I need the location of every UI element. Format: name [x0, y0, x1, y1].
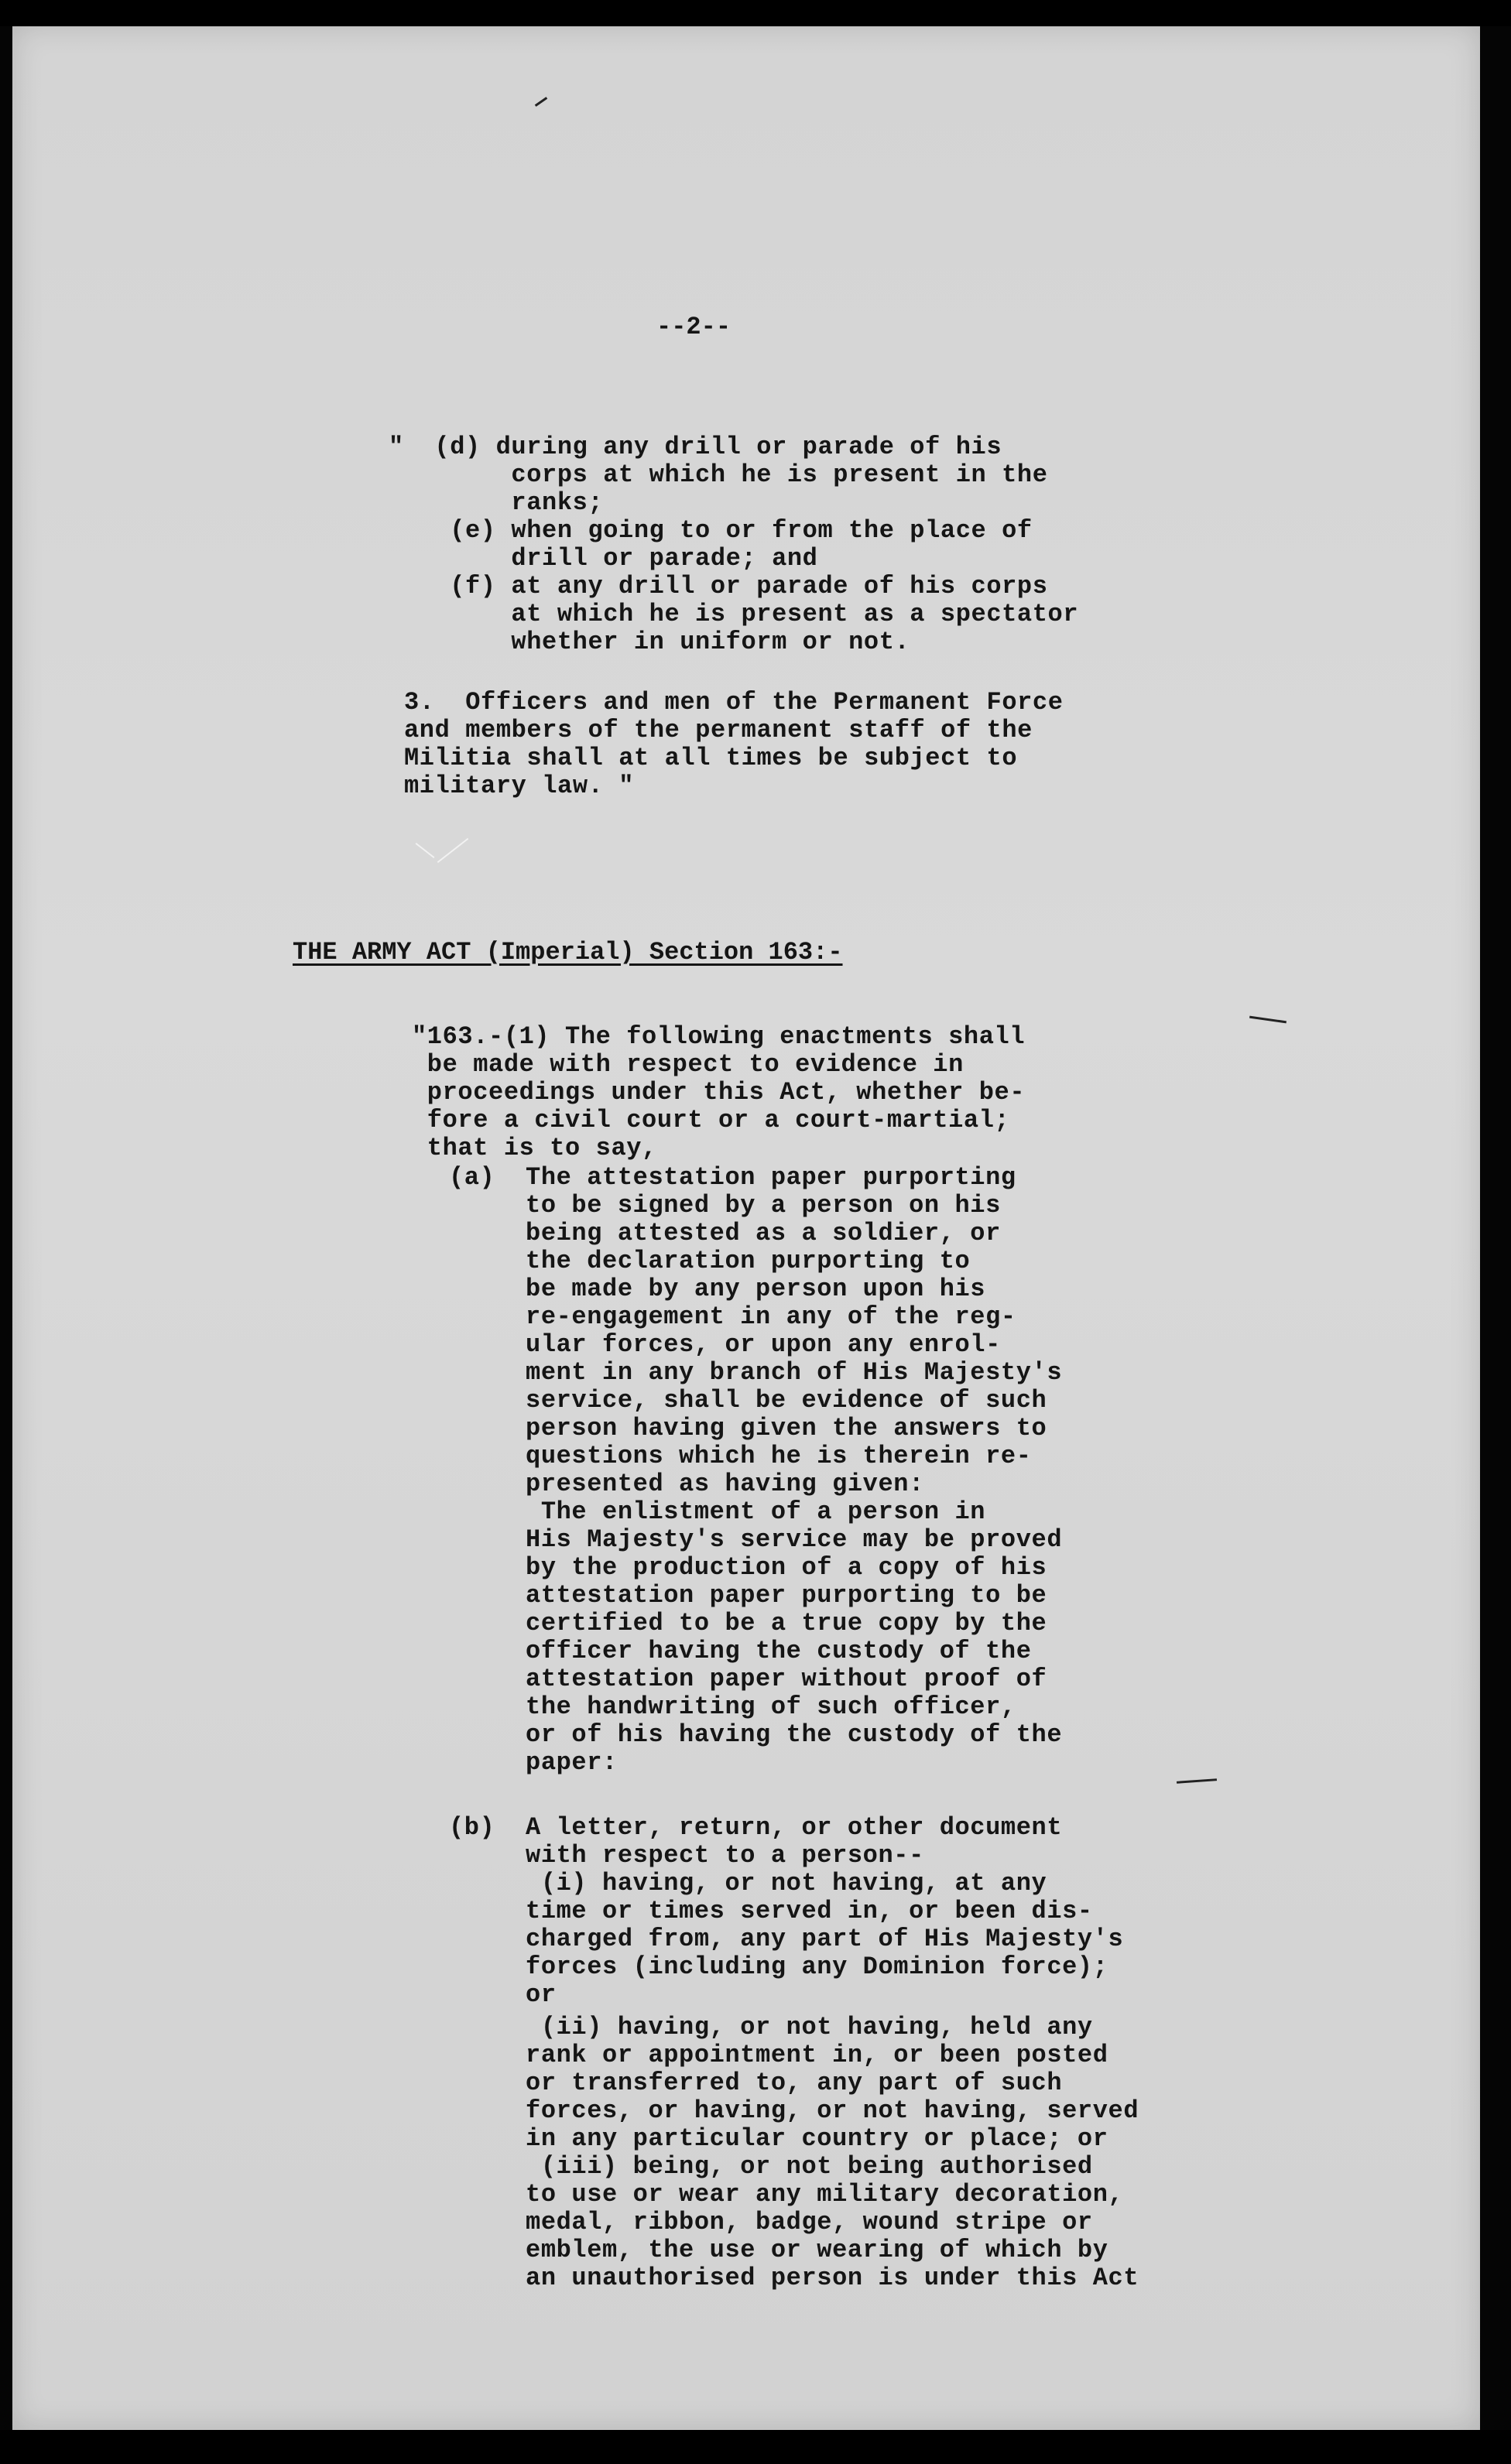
- text-line: fore a civil court or a court-martial;: [412, 1106, 1010, 1134]
- text-line: (i) having, or not having, at any: [449, 1869, 1047, 1898]
- text-line: or transferred to, any part of such: [449, 2069, 1063, 2097]
- text-line: The enlistment of a person in: [449, 1497, 986, 1526]
- text-line: paper:: [449, 1748, 618, 1777]
- text-line: (ii) having, or not having, held any: [449, 2013, 1093, 2041]
- text-line: 3. Officers and men of the Permanent Force: [404, 688, 1064, 717]
- bottom-scan-border: [0, 2430, 1511, 2464]
- text-line: corps at which he is present in the: [389, 460, 1048, 489]
- text-line: in any particular country or place; or: [449, 2124, 1108, 2153]
- text-line: the handwriting of such officer,: [449, 1692, 1016, 1721]
- text-line: forces (including any Dominion force);: [449, 1952, 1108, 1981]
- text-line: rank or appointment in, or been posted: [449, 2041, 1108, 2069]
- text-line: at which he is present as a spectator: [389, 600, 1079, 628]
- text-line: (f) at any drill or parade of his corps: [389, 572, 1048, 601]
- text-line: charged from, any part of His Majesty's: [449, 1925, 1124, 1953]
- text-line: proceedings under this Act, whether be-: [412, 1078, 1026, 1107]
- page-number: --2--: [656, 313, 732, 341]
- text-line: presented as having given:: [449, 1470, 924, 1498]
- text-line: " (d) during any drill or parade of his: [389, 433, 1002, 461]
- text-line: (a) The attestation paper purporting: [449, 1163, 1016, 1192]
- text-line: the declaration purporting to: [449, 1247, 971, 1275]
- text-line: an unauthorised person is under this Act: [449, 2264, 1139, 2292]
- text-line: attestation paper without proof of: [449, 1665, 1047, 1693]
- text-line: time or times served in, or been dis-: [449, 1897, 1093, 1925]
- text-line: ular forces, or upon any enrol-: [449, 1330, 1001, 1359]
- text-line: be made with respect to evidence in: [412, 1050, 964, 1079]
- text-line: by the production of a copy of his: [449, 1553, 1047, 1582]
- text-line: emblem, the use or wearing of which by: [449, 2236, 1108, 2264]
- text-line: or: [449, 1980, 557, 2009]
- text-line: ment in any branch of His Majesty's: [449, 1358, 1063, 1387]
- text-line: His Majesty's service may be proved: [449, 1525, 1063, 1554]
- text-line: be made by any person upon his: [449, 1275, 986, 1303]
- text-line: military law. ": [404, 772, 635, 800]
- text-line: medal, ribbon, badge, wound stripe or: [449, 2208, 1093, 2236]
- text-line: being attested as a soldier, or: [449, 1219, 1001, 1247]
- text-line: forces, or having, or not having, served: [449, 2096, 1139, 2125]
- text-line: questions which he is therein re-: [449, 1442, 1032, 1470]
- text-line: to be signed by a person on his: [449, 1191, 1001, 1220]
- text-line: service, shall be evidence of such: [449, 1386, 1047, 1415]
- text-line: (e) when going to or from the place of: [389, 516, 1033, 545]
- text-line: attestation paper purporting to be: [449, 1581, 1047, 1610]
- text-line: and members of the permanent staff of the: [404, 716, 1033, 744]
- top-scan-border: [0, 0, 1511, 26]
- text-line: to use or wear any military decoration,: [449, 2180, 1124, 2209]
- text-line: "163.-(1) The following enactments shall: [412, 1022, 1026, 1051]
- text-line: ranks;: [389, 488, 604, 517]
- text-line: (b) A letter, return, or other document: [449, 1813, 1063, 1842]
- text-line: officer having the custody of the: [449, 1637, 1032, 1665]
- text-line: that is to say,: [412, 1134, 657, 1162]
- text-line: Militia shall at all times be subject to: [404, 744, 1018, 772]
- text-line: person having given the answers to: [449, 1414, 1047, 1442]
- text-line: re-engagement in any of the reg-: [449, 1302, 1016, 1331]
- text-line: whether in uniform or not.: [389, 628, 910, 656]
- section-heading: THE ARMY ACT (Imperial) Section 163:-: [293, 938, 843, 967]
- text-line: or of his having the custody of the: [449, 1720, 1063, 1749]
- text-line: (iii) being, or not being authorised: [449, 2152, 1093, 2181]
- text-line: with respect to a person--: [449, 1841, 924, 1870]
- text-line: certified to be a true copy by the: [449, 1609, 1047, 1638]
- text-line: drill or parade; and: [389, 544, 818, 573]
